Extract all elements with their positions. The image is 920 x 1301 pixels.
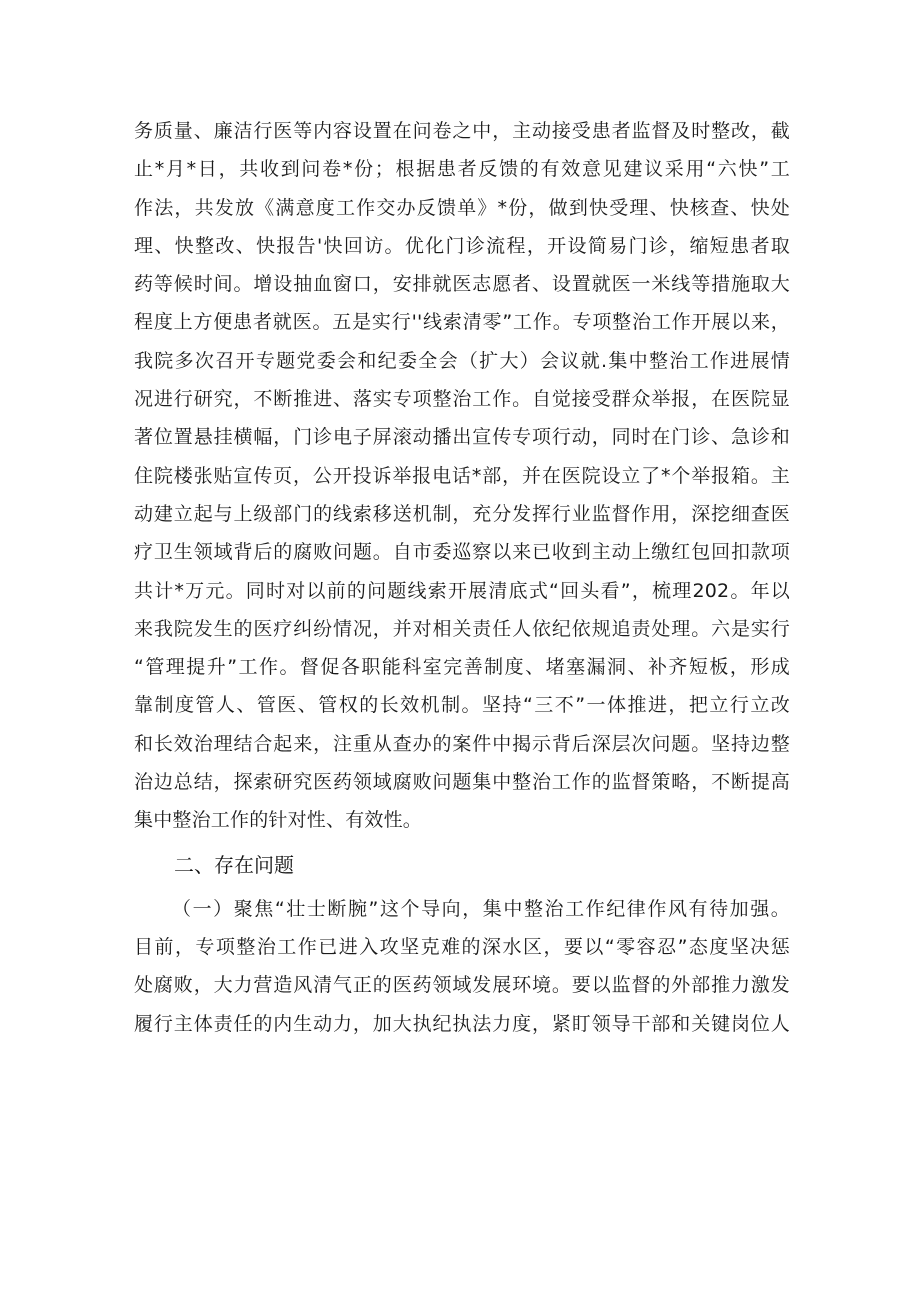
text-line: （一）聚焦“壮士断腕”这个导向，集中整治工作纪律作风有待加强。 [172,897,790,920]
text-line: 务质量、廉洁行医等内容设置在问卷之中，主动接受患者监督及时整改，截 [134,120,790,142]
text-line: 动建立起与上级部门的线索移送机制，充分发挥行业监督作用，深挖细查医 [134,502,790,525]
text-line: 和长效治理结合起来，注重从查办的案件中揭示背后深层次问题。坚持边整 [134,732,790,755]
text-line: 著位置悬挂横幅，门诊电子屏滚动播出宣传专项行动，同时在门诊、急诊和 [134,426,790,449]
text-line: 履行主体责任的内生动力，加大执纪执法力度，紧盯领导干部和关键岗位人 [134,1012,790,1035]
text-line: 疗卫生领域背后的腐败问题。自市委巡察以来已收到主动上缴红包回扣款项 [134,541,790,564]
text-line: 治边总结，探索研究医药领域腐败问题集中整治工作的监督策略，不断提高 [134,771,790,794]
text-line: 共计*万元。同时对以前的问题线索开展清底式“回头看”，梳理202。年以 [134,579,790,602]
text-line: 处腐败，大力营造风清气正的医药领域发展环境。要以监督的外部推力激发 [134,974,790,997]
text-line: 集中整治工作的针对性、有效性。 [134,809,423,832]
text-line: 靠制度管人、管医、管权的长效机制。坚持“三不”一体推进，把立行立改 [134,694,790,717]
text-line: 目前，专项整治工作已进入攻坚克难的深水区，要以“零容忍”态度坚决惩 [134,935,790,958]
text-line: 我院多次召开专题党委会和纪委全会（扩大）会议就.集中整治工作进展情 [134,349,790,372]
text-line: “管理提升”工作。督促各职能科室完善制度、堵塞漏洞、补齐短板，形成 [134,656,790,679]
section-heading: 二、存在问题 [174,852,294,877]
text-line: 止*月*日，共收到问卷*份；根据患者反馈的有效意见建议采用“六快”工 [134,158,790,181]
text-line: 理、快整改、快报告'快回访。优化门诊流程，开设简易门诊，缩短患者取 [134,234,790,257]
text-line: 来我院发生的医疗纠纷情况，并对相关责任人依纪依规追责处理。六是实行 [134,617,790,640]
document-body [134,112,790,1043]
text-line: 药等候时间。增设抽血窗口，安排就医志愿者、设置就医一米线等措施取大 [134,273,790,296]
text-line: 程度上方便患者就医。五是实行''线索清零”工作。专项整治工作开展以来， [134,311,790,334]
text-line: 况进行研究，不断推进、落实专项整治工作。自觉接受群众举报，在医院显 [134,388,790,411]
paragraph-body [134,112,790,840]
text-line: 作法，共发放《满意度工作交办反馈单》*份，做到快受理、快核查、快处 [134,196,790,219]
paragraph-body [134,890,790,1043]
text-line: 住院楼张贴宣传页，公开投诉举报电话*部，并在医院设立了*个举报箱。主 [134,464,790,487]
